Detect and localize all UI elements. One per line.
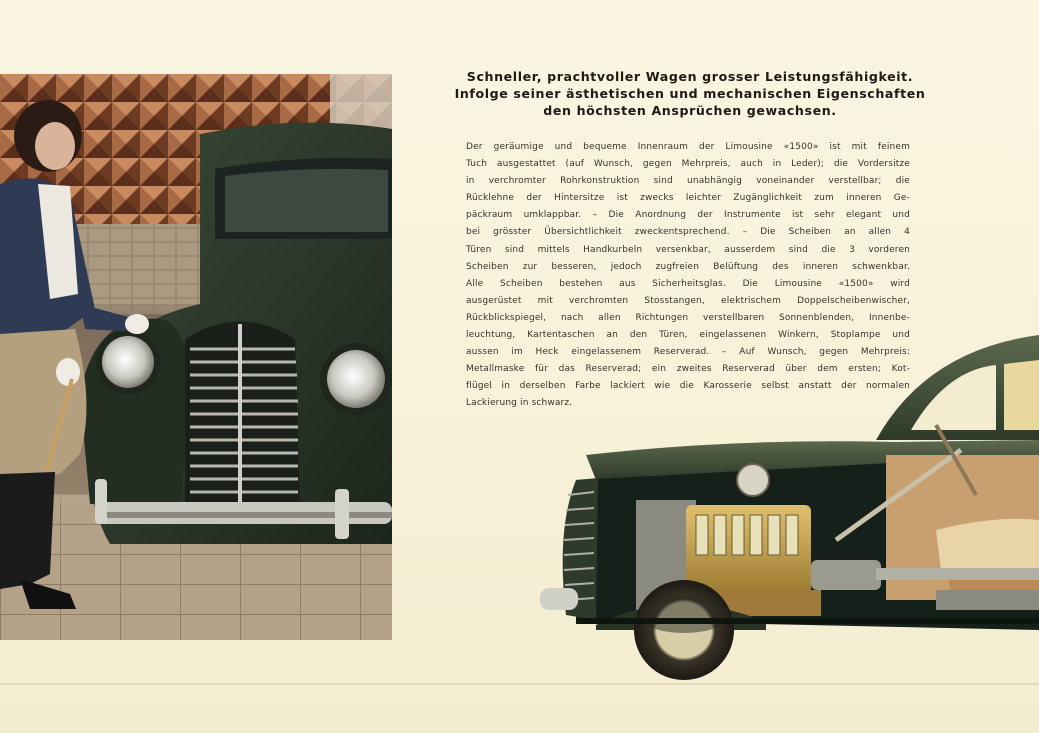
heading-line-3: den höchsten Ansprüchen gewachsen. (543, 103, 837, 118)
body-line: Türen sind mittels Handkurbeln versenkbar, ausserdem sind die 3 vorderen (466, 244, 910, 255)
heading-line-2: Infolge seiner ästhetischen und mechanischen Eigenschaften (454, 86, 926, 101)
body-line: ausgerüstet mit verchromten Stosstangen, elektrischem Doppelscheibenwischer, (466, 295, 910, 306)
heading-line-1: Schneller, prachtvoller Wagen grosser Leistungsfähigkeit. (466, 69, 914, 84)
body-line: leuchtung, Kartentaschen an den Türen, eingelassenen Winkern, Stoplampe und (466, 330, 910, 341)
body-line: Rücklehne der Hintersitze ist zwecks leichter Zugänglichkeit zum inneren Ge- (466, 193, 910, 204)
body-line: Metallmaske für das Reserverad; ein zweites Reserverad über dem ersten; Kot- (466, 364, 910, 375)
body-line: bei grösster Übersichtlichkeit zweckentsprechend. – Die Scheiben an allen 4 (466, 227, 910, 238)
car-cutaway-illustration (536, 330, 1039, 680)
body-line: Rückblickspiegel, nach allen Richtungen verstellbaren Sonnenblenden, Innenbe- (466, 312, 910, 323)
cutaway-drawing (536, 330, 1039, 680)
body-line: Tuch ausgestattet (auf Wunsch, gegen Mehrpreis, auch in Leder); die Vordersitze (466, 159, 910, 170)
body-line: päckraum umklappbar. – Die Anordnung der Instrumente ist sehr elegant und (466, 210, 910, 221)
body-line: flügel in derselben Farbe lackiert wie die Karosserie selbst anstatt der normalen (466, 381, 910, 392)
body-line: Scheiben zur besseren, jedoch zugfreien Belüftung des inneren schwenkbar. (466, 261, 910, 272)
body-line: aussen im Heck eingelassenem Reserverad. – Auf Wunsch, gegen Mehrpreis: (466, 347, 910, 358)
body-line: Der geräumige und bequeme Innenraum der Limousine «1500» ist mit feinem (466, 142, 910, 152)
page-fold-line (0, 683, 1039, 685)
page-heading (430, 68, 950, 119)
car-photograph (0, 74, 392, 640)
body-line: in verchromter Rohrkonstruktion sind unabhängig voneinander verstellbar; die (466, 176, 910, 187)
car-photo-illustration (0, 74, 392, 640)
body-line: Alle Scheiben bestehen aus Sicherheitsglas. Die Limousine «1500» wird (466, 278, 910, 289)
body-line: Lackierung in schwarz. (466, 398, 573, 409)
